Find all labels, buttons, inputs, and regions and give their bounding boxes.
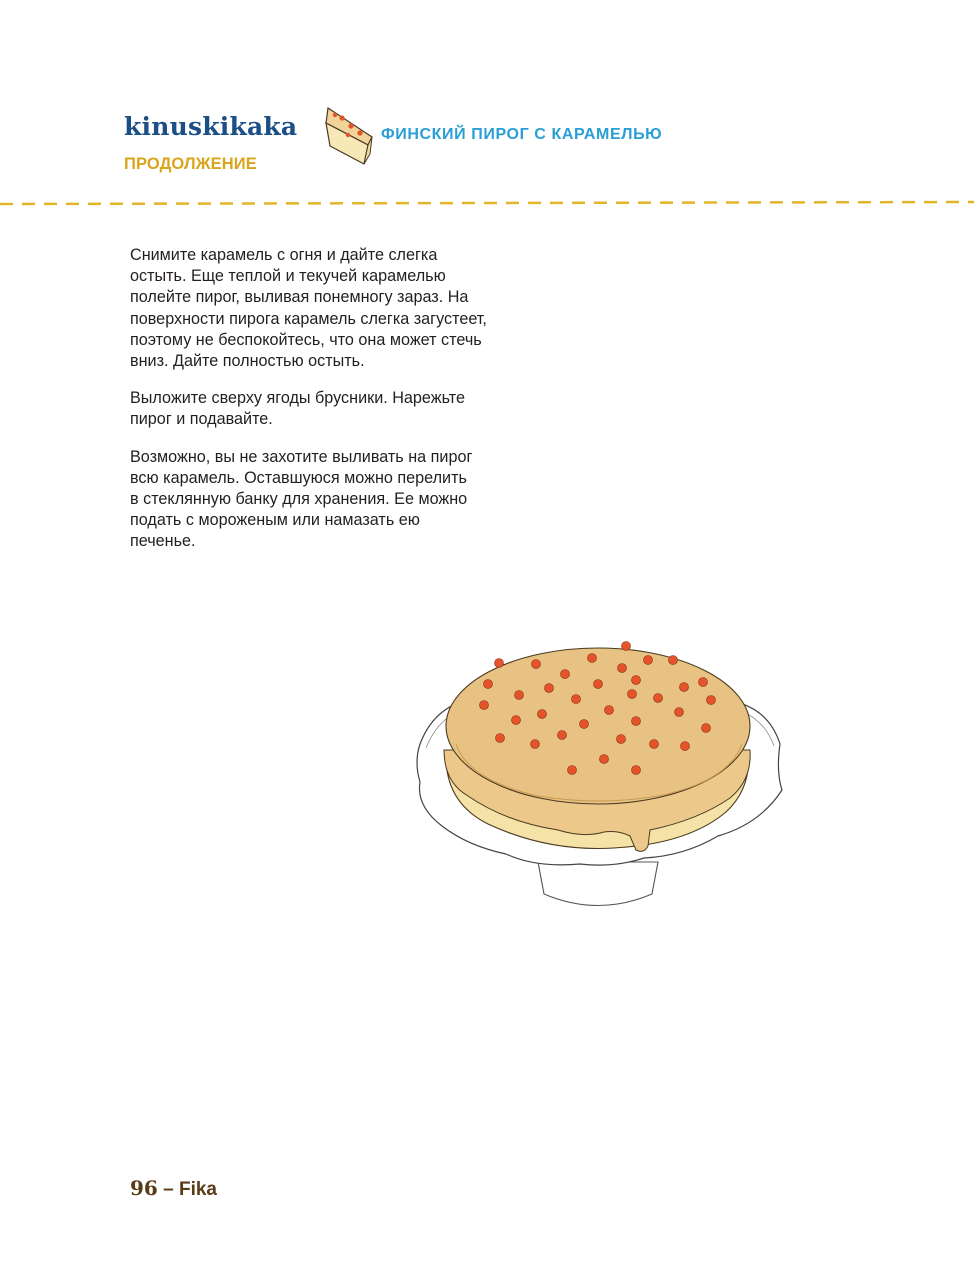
caramel-cake-illustration bbox=[408, 632, 788, 917]
recipe-title: kinuskikaka bbox=[124, 112, 298, 141]
book-title: Fika bbox=[178, 1179, 218, 1200]
instruction-paragraph: Снимите карамель с огня и дайте слегка остыть. Еще теплой и текучей карамелью полейте пирог, выливая понемногу зараз. На поверхности пирога карамель слегка загустеет, поэтому не беспокойтесь, что она может стечь вниз. Дайте полностью остыть. bbox=[130, 246, 487, 371]
continued-label: ПРОДОЛЖЕНИЕ bbox=[124, 155, 257, 173]
recipe-instructions bbox=[130, 245, 570, 569]
dashed-divider bbox=[0, 198, 974, 212]
recipe-subtitle: ФИНСКИЙ ПИРОГ С КАРАМЕЛЬЮ bbox=[381, 126, 663, 143]
cake-slice-icon bbox=[318, 104, 378, 166]
instruction-paragraph: Выложите сверху ягоды брусники. Нарежьте пирог и подавайте. bbox=[130, 389, 465, 429]
instruction-paragraph: Возможно, вы не захотите выливать на пирог всю карамель. Оставшуюся можно перелить в стеклянную банку для хранения. Ее можно подать с мороженым или намазать ею печенье. bbox=[130, 447, 473, 551]
footer-separator: – bbox=[163, 1179, 174, 1200]
page-number: 96 bbox=[130, 1176, 158, 1200]
page-footer bbox=[130, 1178, 217, 1199]
